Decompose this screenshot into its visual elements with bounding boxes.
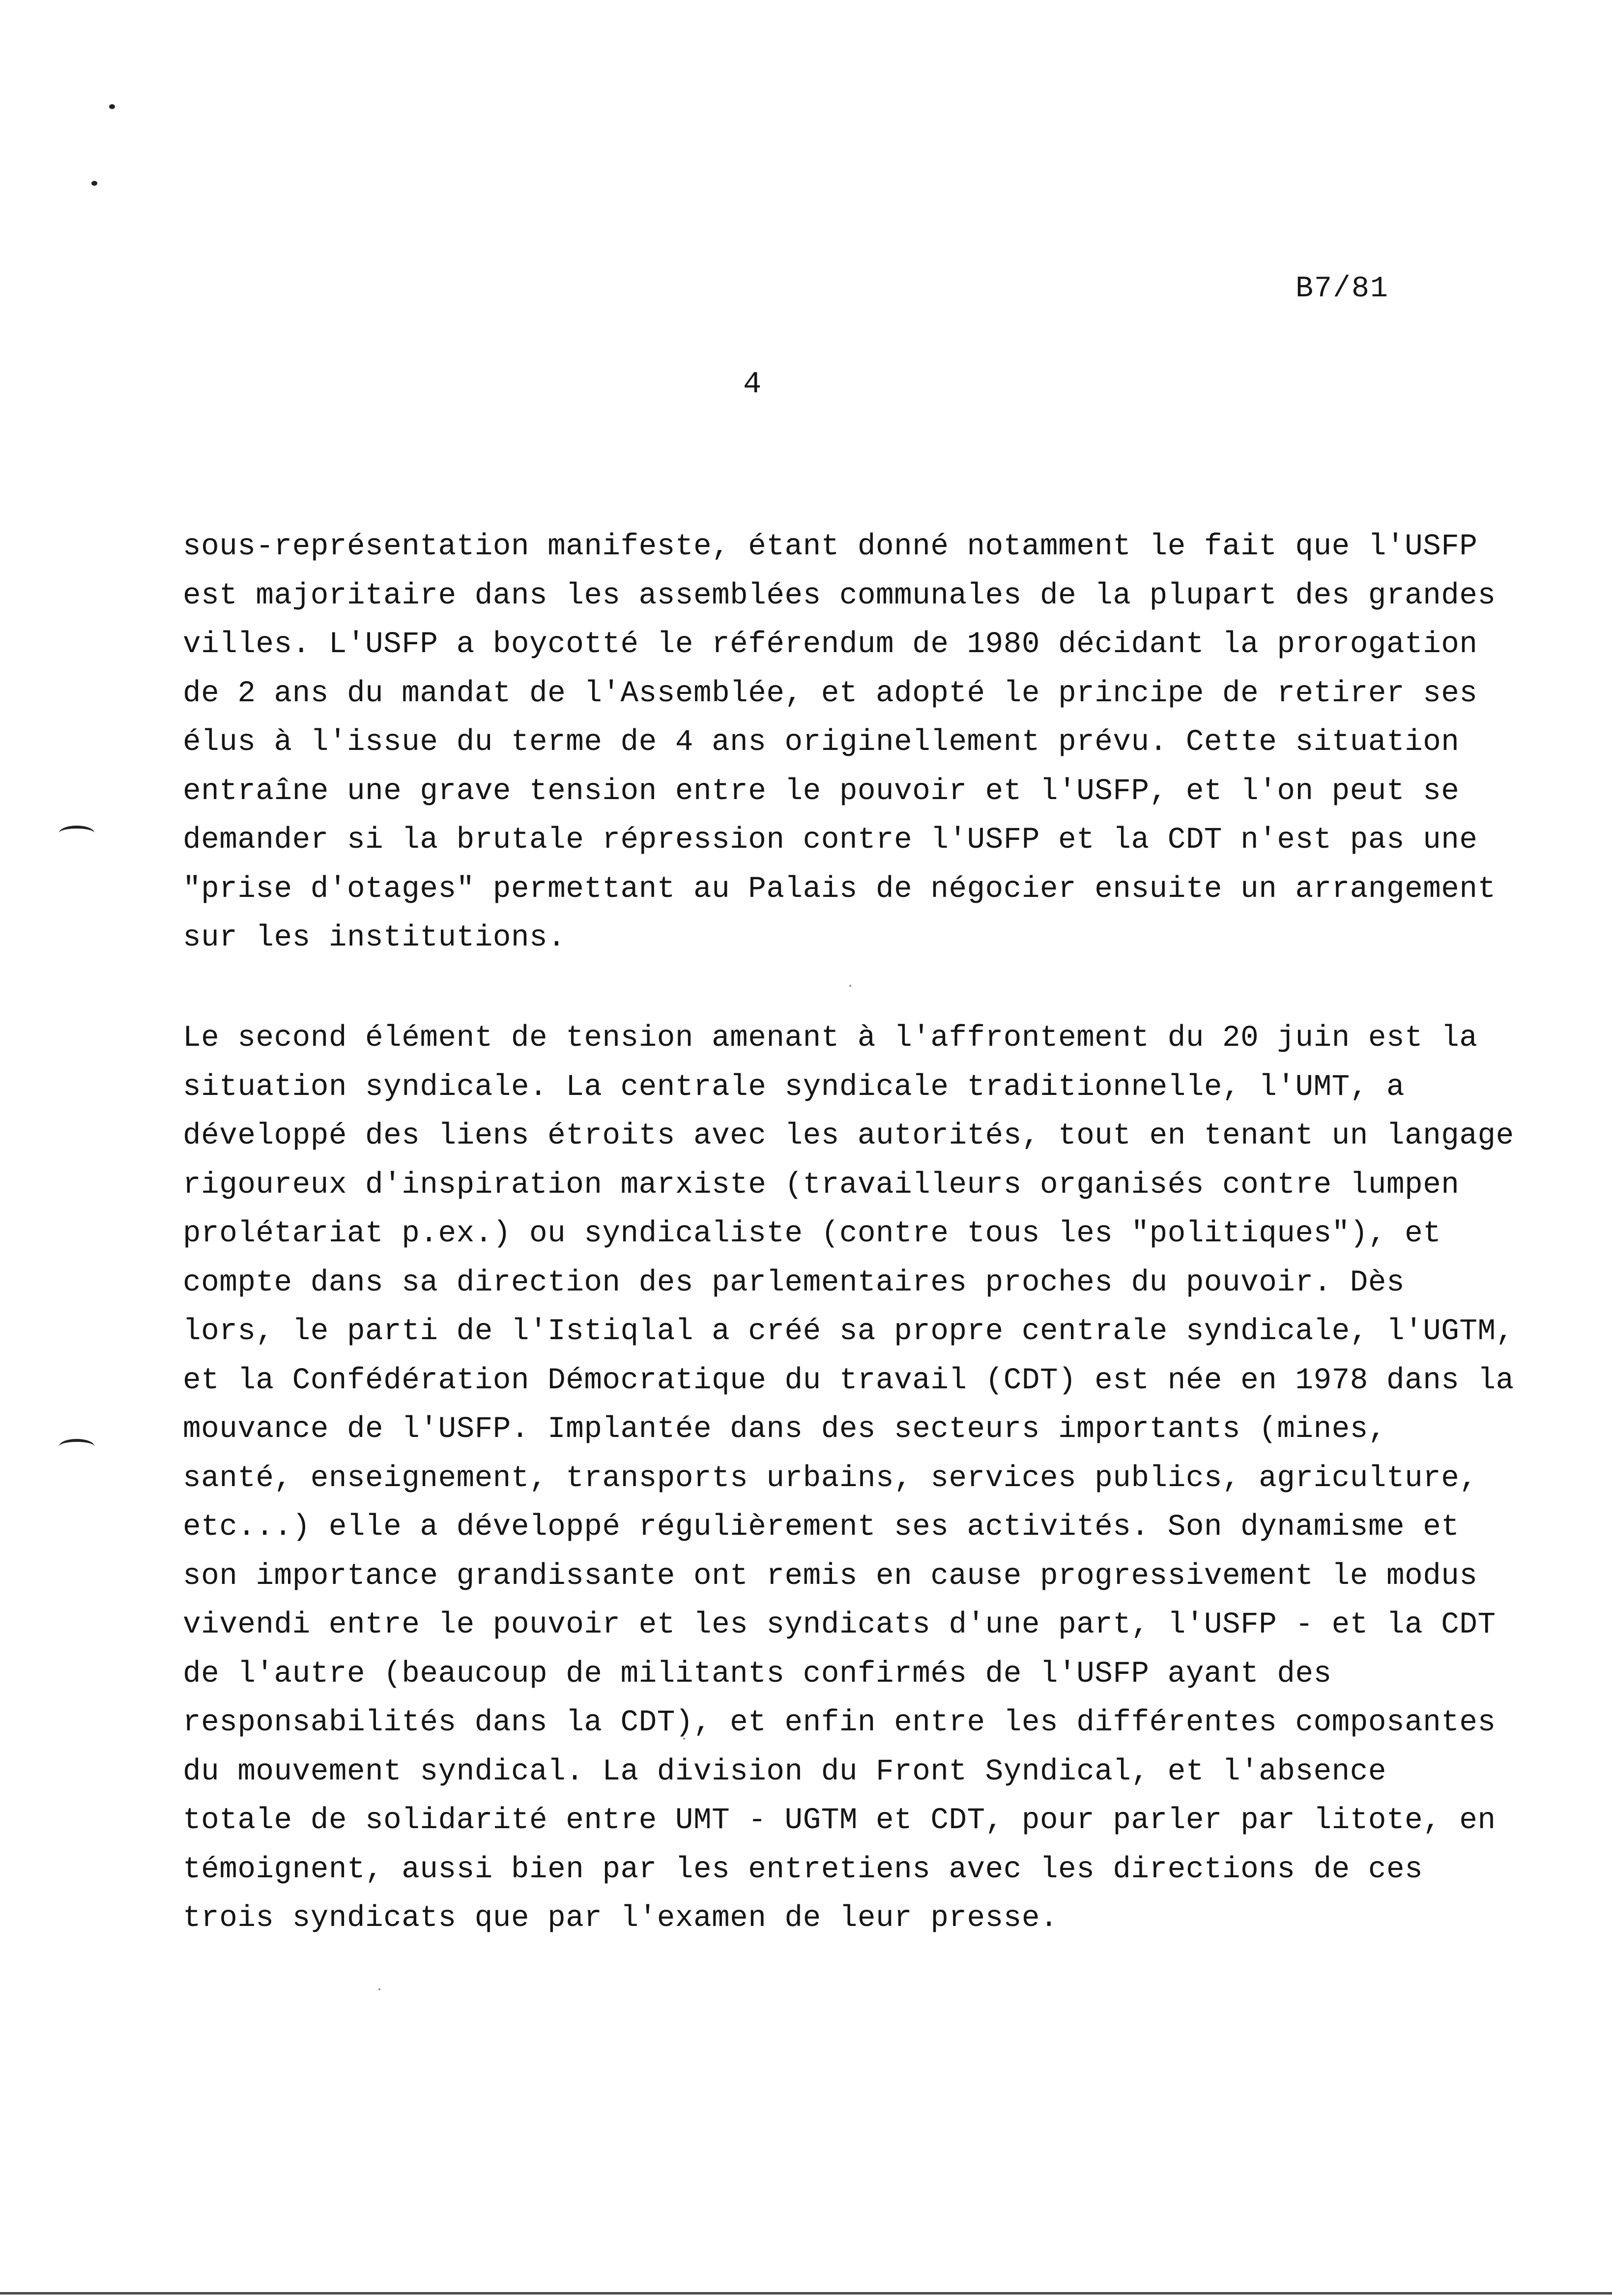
margin-punch-mark: [59, 1439, 94, 1454]
margin-dot: [109, 104, 115, 109]
text-line: Le second élément de tension amenant à l'affrontement du 20 juin est la: [183, 1021, 1478, 1055]
text-line: élus à l'issue du terme de 4 ans originellement prévu. Cette situation: [183, 725, 1460, 759]
text-line: entraîne une grave tension entre le pouvoir et l'USFP, et l'on peut se: [183, 774, 1460, 808]
text-line: développé des liens étroits avec les autorités, tout en tenant un langage: [183, 1119, 1514, 1153]
text-line: compte dans sa direction des parlementaires proches du pouvoir. Dès: [183, 1265, 1405, 1300]
text-line: demander si la brutale répression contre l'USFP et la CDT n'est pas une: [183, 823, 1478, 857]
text-line: son importance grandissante ont remis en cause progressivement le modus: [183, 1559, 1478, 1593]
text-line: villes. L'USFP a boycotté le référendum de 1980 décidant la prorogation: [183, 628, 1478, 661]
body-paragraph: [183, 522, 1496, 963]
body-paragraph: [183, 1014, 1514, 1943]
text-line: est majoritaire dans les assemblées communales de la plupart des grandes: [183, 578, 1496, 613]
document-reference: B7/81: [1295, 272, 1389, 306]
text-line: de 2 ans du mandat de l'Assemblée, et adopté le principe de retirer ses: [183, 676, 1478, 711]
margin-punch-mark: [59, 826, 94, 840]
text-line: vivendi entre le pouvoir et les syndicats d'une part, l'USFP - et la CDT: [183, 1608, 1496, 1642]
text-line: sur les institutions.: [183, 921, 566, 955]
text-line: sous-représentation manifeste, étant donné notamment le fait que l'USFP: [183, 530, 1478, 564]
scan-speck: [378, 1988, 380, 1990]
page-number: 4: [743, 367, 762, 402]
text-line: responsabilités dans la CDT), et enfin entre les différentes composantes: [183, 1706, 1496, 1740]
scan-speck: [849, 985, 851, 987]
text-line: etc...) elle a développé régulièrement ses activités. Son dynamisme et: [183, 1510, 1460, 1544]
text-line: santé, enseignement, transports urbains, services publics, agriculture,: [183, 1461, 1478, 1495]
text-line: mouvance de l'USFP. Implantée dans des secteurs importants (mines,: [183, 1412, 1386, 1446]
text-line: lors, le parti de l'Istiqlal a créé sa propre centrale syndicale, l'UGTM,: [183, 1315, 1514, 1349]
text-line: situation syndicale. La centrale syndicale traditionnelle, l'UMT, a: [183, 1070, 1405, 1104]
text-line: de l'autre (beaucoup de militants confirmés de l'USFP ayant des: [183, 1657, 1332, 1691]
text-line: "prise d'otages" permettant au Palais de négocier ensuite un arrangement: [183, 872, 1496, 906]
text-line: du mouvement syndical. La division du Front Syndical, et l'absence: [183, 1754, 1386, 1789]
text-line: trois syndicats que par l'examen de leur presse.: [183, 1901, 1059, 1935]
text-line: rigoureux d'inspiration marxiste (travailleurs organisés contre lumpen: [183, 1168, 1460, 1202]
text-line: prolétariat p.ex.) ou syndicaliste (contre tous les "politiques"), et: [183, 1217, 1441, 1251]
text-line: et la Confédération Démocratique du travail (CDT) est née en 1978 dans la: [183, 1363, 1514, 1398]
bottom-edge-rule: [0, 2292, 1612, 2295]
text-line: témoignent, aussi bien par les entretiens avec les directions de ces: [183, 1852, 1423, 1887]
margin-dot: [91, 181, 97, 186]
text-line: totale de solidarité entre UMT - UGTM et CDT, pour parler par litote, en: [183, 1804, 1496, 1837]
